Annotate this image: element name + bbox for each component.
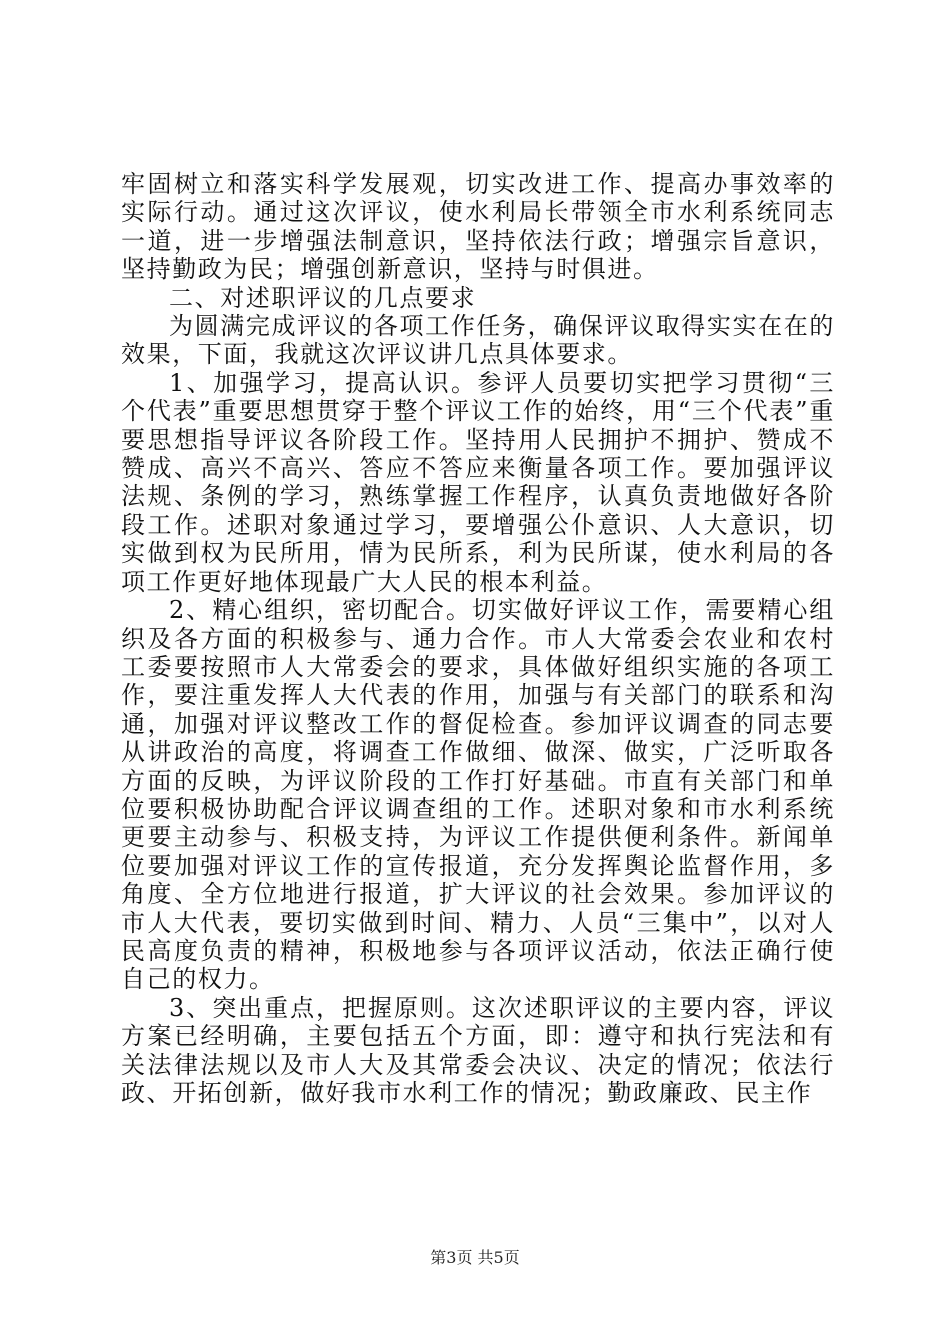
section-heading: 二、对述职评议的几点要求	[169, 283, 477, 312]
document-body	[121, 170, 835, 1107]
paragraph-continued: 牢固树立和落实科学发展观，切实改进工作、提高办事效率的实际行动。通过这次评议，使水利局长带领全市水利系统同志一道，进一步增强法制意识，坚持依法行政；增强宗旨意识，坚持勤政为民；增强创新意识，坚持与时俱进。	[121, 170, 835, 284]
paragraph-point-3: 3、突出重点，把握原则。这次述职评议的主要内容，评议方案已经明确，主要包括五个方面，即：遵守和执行宪法和有关法律法规以及市人大及其常委会决议、决定的情况；依法行政、开拓创新，做好我市水利工作的情况；勤政廉政、民主作	[121, 993, 835, 1107]
paragraph-point-2: 2、精心组织，密切配合。切实做好评议工作，需要精心组织及各方面的积极参与、通力合作。市人大常委会农业和农村工委要按照市人大常委会的要求，具体做好组织实施的各项工作，要注重发挥人大代表的作用，加强与有关部门的联系和沟通，加强对评议整改工作的督促检查。参加评议调查的同志要从讲政治的高度，将调查工作做细、做深、做实，广泛听取各方面的反映，为评议阶段的工作打好基础。市直有关部门和单位要积极协助配合评议调查组的工作。述职对象和市水利系统更要主动参与、积极支持，为评议工作提供便利条件。新闻单位要加强对评议工作的宣传报道，充分发挥舆论监督作用，多角度、全方位地进行报道，扩大评议的社会效果。参加评议的市人大代表，要切实做到时间、精力、人员“三集中”，以对人民高度负责的精神，积极地参与各项评议活动，依法正确行使自己的权力。	[121, 596, 835, 994]
page-number-footer: 第3页 共5页	[430, 1248, 520, 1267]
paragraph-intro: 为圆满完成评议的各项工作任务，确保评议取得实实在在的效果，下面，我就这次评议讲几点具体要求。	[121, 312, 835, 369]
paragraph-point-1: 1、加强学习，提高认识。参评人员要切实把学习贯彻“三个代表”重要思想贯穿于整个评议工作的始终，用“三个代表”重要思想指导评议各阶段工作。坚持用人民拥护不拥护、赞成不赞成、高兴不高兴、答应不答应来衡量各项工作。要加强评议法规、条例的学习，熟练掌握工作程序，认真负责地做好各阶段工作。述职对象通过学习，要增强公仆意识、人大意识，切实做到权为民所用，情为民所系，利为民所谋，使水利局的各项工作更好地体现最广大人民的根本利益。	[121, 368, 835, 596]
